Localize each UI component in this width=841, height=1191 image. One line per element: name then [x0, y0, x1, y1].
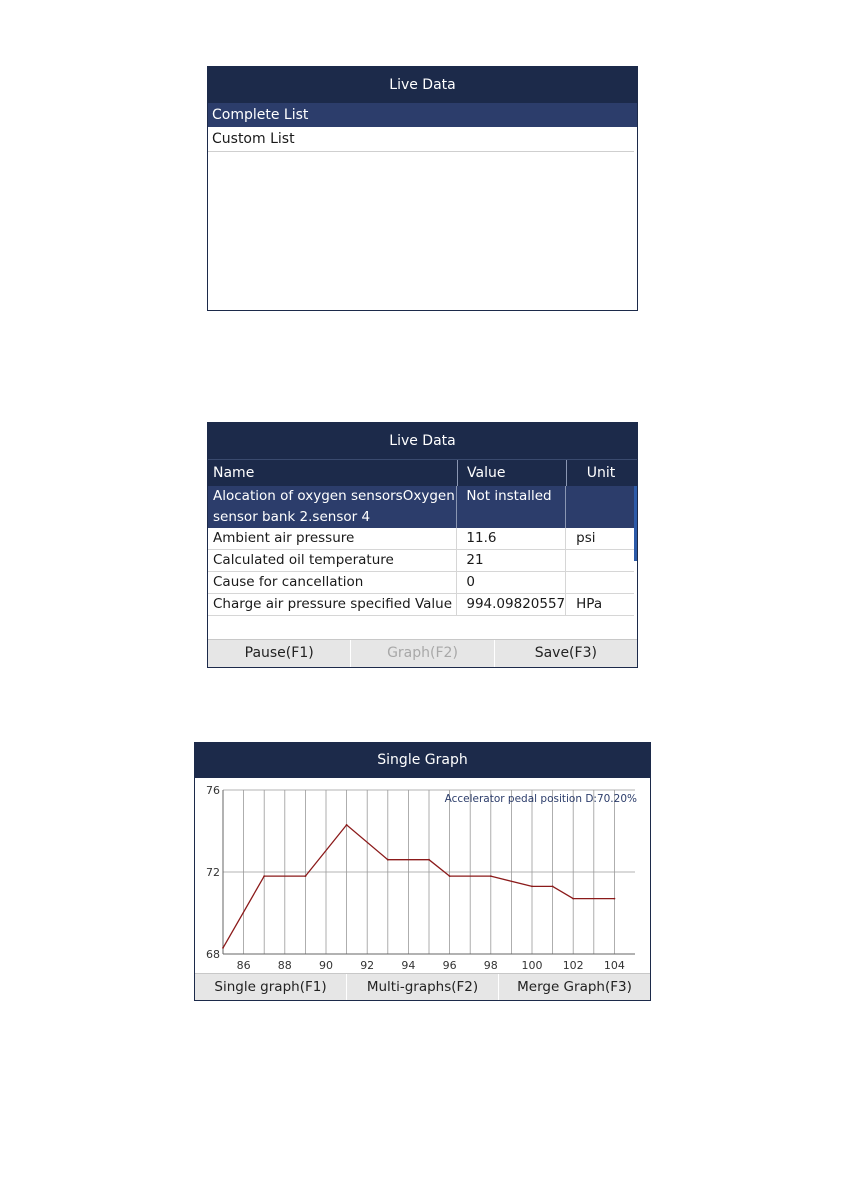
- row-name: Ambient air pressure: [213, 530, 355, 546]
- data-point: [490, 875, 492, 877]
- pause-button[interactable]: Pause(F1): [244, 645, 314, 661]
- data-point: [552, 885, 554, 887]
- menu-item-complete-list[interactable]: Complete List: [208, 103, 637, 127]
- screen-title: Live Data: [208, 67, 637, 103]
- series-line: [223, 825, 614, 948]
- table-header: [208, 459, 637, 486]
- data-point: [614, 898, 616, 900]
- screen-title: Single Graph: [195, 743, 650, 778]
- menu-item-custom-list[interactable]: Custom List: [208, 127, 634, 152]
- x-tick-label: 86: [236, 959, 251, 972]
- row-name: Calculated oil temperature: [213, 552, 394, 568]
- row-name: Charge air pressure specified Value: [213, 596, 453, 612]
- column-header-name: Name: [213, 465, 255, 481]
- row-value: 0: [456, 572, 565, 593]
- x-tick-label: 98: [483, 959, 498, 972]
- table-row[interactable]: [208, 528, 634, 550]
- function-bar: [208, 639, 637, 667]
- single-graph-button[interactable]: Single graph(F1): [214, 979, 327, 995]
- table-row[interactable]: [208, 550, 634, 572]
- row-unit: psi: [565, 528, 634, 549]
- data-point: [346, 824, 348, 826]
- column-header-unit: Unit: [566, 460, 635, 486]
- table-row[interactable]: [208, 486, 634, 528]
- table-row[interactable]: [208, 572, 634, 594]
- x-tick-label: 94: [401, 959, 416, 972]
- data-point: [531, 885, 533, 887]
- x-tick-label: 90: [319, 959, 333, 972]
- table-body[interactable]: [208, 486, 637, 636]
- row-value: Not installed: [456, 486, 565, 528]
- table-row[interactable]: [208, 594, 634, 616]
- row-unit: [565, 550, 634, 571]
- data-point: [572, 898, 574, 900]
- merge-graph-button[interactable]: Merge Graph(F3): [498, 974, 650, 1000]
- data-point: [222, 947, 224, 949]
- row-unit: HPa: [565, 594, 634, 615]
- row-name: Alocation of oxygen sensorsOxygen sensor bank 2.sensor 4: [213, 488, 455, 525]
- row-value: 21: [456, 550, 565, 571]
- x-tick-label: 96: [442, 959, 457, 972]
- line-chart: [195, 778, 650, 974]
- live-data-table-screen: [207, 422, 638, 668]
- y-tick-label: 68: [206, 948, 220, 961]
- x-tick-label: 88: [277, 959, 292, 972]
- row-unit: [565, 572, 634, 593]
- table-scrollbar[interactable]: [634, 486, 637, 561]
- live-data-menu-screen: [207, 66, 638, 311]
- row-unit: [565, 486, 634, 528]
- column-header-value: Value: [457, 460, 566, 486]
- data-point: [428, 859, 430, 861]
- row-value: 994.09820557: [456, 594, 565, 615]
- single-graph-screen: [194, 742, 651, 1001]
- x-tick-label: 92: [360, 959, 375, 972]
- legend-label: Accelerator pedal position D:70.20%: [444, 793, 637, 805]
- data-point: [449, 875, 451, 877]
- row-value: 11.6: [456, 528, 565, 549]
- row-name: Cause for cancellation: [213, 574, 364, 590]
- graph-button[interactable]: Graph(F2): [350, 640, 493, 667]
- function-bar: [195, 973, 650, 1000]
- data-point: [263, 875, 265, 877]
- save-button[interactable]: Save(F3): [494, 640, 637, 667]
- x-tick-label: 104: [603, 959, 625, 972]
- y-tick-label: 76: [206, 784, 220, 797]
- x-tick-label: 100: [521, 959, 543, 972]
- y-tick-label: 72: [206, 866, 220, 879]
- x-tick-label: 102: [562, 959, 584, 972]
- multi-graphs-button[interactable]: Multi-graphs(F2): [346, 974, 498, 1000]
- screen-title: Live Data: [208, 423, 637, 459]
- data-point: [305, 875, 307, 877]
- data-point: [387, 859, 389, 861]
